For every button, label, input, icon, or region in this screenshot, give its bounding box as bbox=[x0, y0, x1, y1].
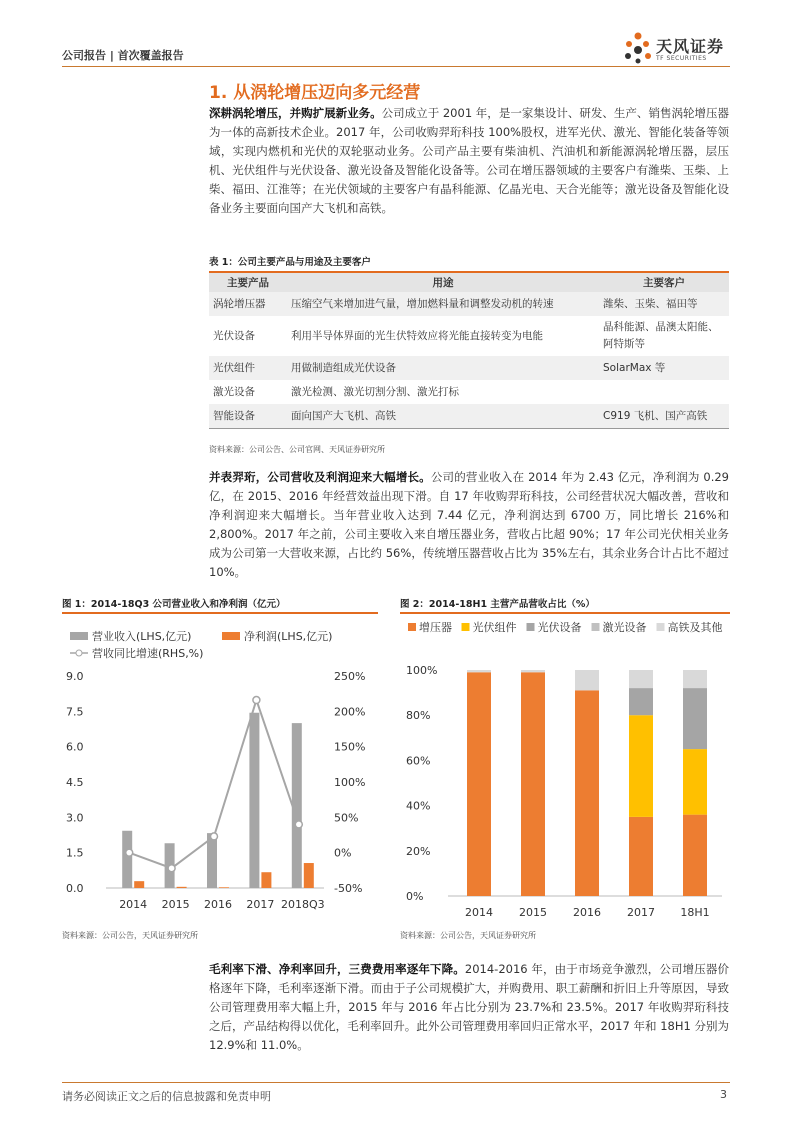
revenue-mix-chart bbox=[400, 616, 730, 926]
brand-name: 天风证券 bbox=[656, 37, 725, 56]
revenue-bar bbox=[122, 831, 132, 888]
chart1-rule bbox=[62, 612, 378, 614]
table-cell: 涡轮增压器 bbox=[209, 292, 287, 316]
legend-swatch bbox=[592, 623, 600, 631]
x-tick-label: 2018Q3 bbox=[280, 898, 325, 911]
legend-marker bbox=[76, 650, 82, 656]
left-tick-label: 6.0 bbox=[66, 740, 84, 754]
table-cell: 智能设备 bbox=[209, 404, 287, 429]
paragraph-lead: 深耕涡轮增压，并购扩展新业务。 bbox=[209, 106, 382, 120]
table-cell bbox=[599, 380, 729, 404]
chart1-caption: 图 1：2014-18Q3 公司营业收入和净利润（亿元） bbox=[62, 599, 286, 610]
legend-label: 营业收入(LHS,亿元) bbox=[92, 630, 192, 643]
y-tick-label: 0% bbox=[406, 890, 424, 903]
revenue-profit-chart bbox=[62, 616, 378, 926]
legend-label: 高铁及其他 bbox=[667, 621, 723, 634]
chart1-source: 资料来源：公司公告，天风证券研究所 bbox=[62, 931, 198, 940]
legend-label: 营收同比增速(RHS,%) bbox=[92, 647, 204, 660]
mix-bar-segment bbox=[629, 688, 653, 715]
header-divider bbox=[62, 66, 730, 67]
legend-label: 光伏设备 bbox=[537, 621, 582, 634]
table-row bbox=[209, 380, 729, 404]
y-tick-label: 100% bbox=[406, 664, 438, 677]
legend-label: 增压器 bbox=[419, 621, 452, 634]
x-tick-label: 2017 bbox=[627, 906, 655, 919]
table-cell: 面向国产大飞机、高铁 bbox=[287, 404, 599, 429]
table-source: 资料来源：公司公告、公司官网、天风证券研究所 bbox=[209, 445, 385, 454]
table-header: 主要客户 bbox=[599, 272, 729, 292]
growth-point bbox=[126, 849, 133, 856]
table-caption: 表 1：公司主要产品与用途及主要客户 bbox=[209, 257, 371, 268]
left-tick-label: 9.0 bbox=[66, 670, 84, 683]
page-number: 3 bbox=[720, 1088, 727, 1101]
mix-bar-segment bbox=[683, 670, 707, 688]
y-tick-label: 80% bbox=[406, 709, 431, 723]
left-tick-label: 0.0 bbox=[66, 882, 84, 895]
legend-swatch bbox=[462, 623, 470, 631]
mix-bar-segment bbox=[683, 688, 707, 749]
mix-bar-segment bbox=[467, 672, 491, 896]
legend-swatch bbox=[222, 632, 240, 640]
profit-bar bbox=[304, 863, 314, 888]
chart2-caption: 图 2：2014-18H1 主营产品营收占比（%） bbox=[400, 599, 595, 610]
growth-point bbox=[211, 833, 218, 840]
mix-bar-segment bbox=[575, 690, 599, 896]
left-tick-label: 7.5 bbox=[66, 705, 84, 719]
chart2-source: 资料来源：公司公告，天风证券研究所 bbox=[400, 931, 536, 940]
profit-bar bbox=[261, 872, 271, 888]
mix-bar-segment bbox=[575, 670, 599, 690]
x-tick-label: 2016 bbox=[573, 906, 601, 919]
y-tick-label: 40% bbox=[406, 799, 431, 813]
paragraph-lead: 并表羿珩，公司营收及利润迎来大幅增长。 bbox=[209, 470, 431, 484]
paragraph-lead: 毛利率下滑、净利率回升，三费费用率逐年下降。 bbox=[209, 962, 465, 976]
right-tick-label: 150% bbox=[334, 740, 366, 754]
table-row bbox=[209, 404, 729, 429]
products-table bbox=[209, 271, 729, 429]
disclaimer-text: 请务必阅读正文之后的信息披露和免责申明 bbox=[62, 1090, 271, 1103]
table-row bbox=[209, 292, 729, 316]
y-tick-label: 60% bbox=[406, 754, 431, 768]
mix-bar-segment bbox=[629, 817, 653, 896]
legend-label: 净利润(LHS,亿元) bbox=[244, 630, 333, 643]
legend-swatch bbox=[527, 623, 535, 631]
right-tick-label: 0% bbox=[334, 846, 352, 860]
revenue-bar bbox=[249, 713, 259, 888]
profit-bar bbox=[134, 881, 144, 888]
section-title: 1. 从涡轮增压迈向多元经营 bbox=[209, 83, 421, 103]
growth-point bbox=[168, 865, 175, 872]
x-tick-label: 2014 bbox=[119, 898, 148, 911]
report-type-label: 公司报告 | 首次覆盖报告 bbox=[62, 49, 184, 62]
table-cell: 晶科能源、晶澳太阳能、阿特斯等 bbox=[603, 321, 719, 350]
paragraph-intro bbox=[209, 104, 729, 218]
paragraph-growth bbox=[209, 468, 729, 582]
mix-bar-segment bbox=[629, 715, 653, 817]
legend-label: 激光设备 bbox=[602, 621, 647, 634]
table-cell: 激光设备 bbox=[213, 385, 255, 398]
table-cell: 激光检测、激光切割分割、激光打标 bbox=[291, 385, 459, 398]
mix-bar-segment bbox=[683, 749, 707, 815]
table-cell: 压缩空气来增加进气量，增加燃料量和调整发动机的转速 bbox=[287, 292, 599, 316]
profit-bar bbox=[177, 887, 187, 888]
x-tick-label: 2014 bbox=[465, 906, 493, 919]
x-tick-label: 2017 bbox=[246, 898, 275, 911]
x-tick-label: 18H1 bbox=[680, 906, 710, 919]
legend-label: 光伏组件 bbox=[472, 621, 517, 634]
right-tick-label: 100% bbox=[334, 776, 366, 789]
legend-swatch bbox=[408, 623, 416, 631]
table-header: 主要产品 bbox=[209, 272, 287, 292]
table-cell: 光伏组件 bbox=[209, 356, 287, 380]
profit-bar bbox=[219, 887, 229, 888]
legend-swatch bbox=[657, 623, 665, 631]
x-tick-label: 2015 bbox=[519, 906, 547, 919]
footer-divider bbox=[62, 1082, 730, 1083]
table-cell: SolarMax 等 bbox=[599, 356, 729, 380]
x-tick-label: 2015 bbox=[161, 898, 190, 911]
table-cell: 利用半导体界面的光生伏特效应将光能直接转变为电能 bbox=[291, 329, 543, 342]
left-tick-label: 3.0 bbox=[66, 811, 84, 825]
paragraph-body: 2014-2016 年，由于市场竞争激烈，公司增压器价格逐年下降，毛利率逐渐下滑。而由于子公司规模扩大，并购费用、职工薪酬和折旧上升等原因，导致公司管理费用率大幅上升，2015 年与 2016 年占比分别为 23.7%和 23.5%。2017 年收购羿珩科技之后，产品结构得以优化，毛利率回升。此外公司管理费用率回归正常水平，2017 年和 18H1 分别为 12.9%和 11.0%。 bbox=[209, 962, 729, 1052]
brand-name-en: TF SECURITIES bbox=[656, 55, 707, 62]
left-tick-label: 4.5 bbox=[66, 776, 84, 789]
table-header: 用途 bbox=[287, 272, 599, 292]
right-tick-label: 250% bbox=[334, 670, 366, 683]
right-tick-label: -50% bbox=[334, 882, 363, 895]
chart2-rule bbox=[400, 612, 730, 614]
table-row bbox=[209, 356, 729, 380]
legend-swatch bbox=[70, 632, 88, 640]
growth-point bbox=[253, 697, 260, 704]
mix-bar-segment bbox=[683, 815, 707, 896]
mix-bar-segment bbox=[467, 670, 491, 672]
left-tick-label: 1.5 bbox=[66, 846, 84, 860]
y-tick-label: 20% bbox=[406, 844, 431, 858]
table-row bbox=[209, 316, 729, 356]
table-cell: 光伏设备 bbox=[213, 329, 255, 342]
right-tick-label: 200% bbox=[334, 705, 366, 719]
mix-bar-segment bbox=[629, 670, 653, 688]
table-cell: C919 飞机、国产高铁 bbox=[599, 404, 729, 429]
paragraph-body: 公司的营业收入在 2014 年为 2.43 亿元，净利润为 0.29 亿，在 2015、2016 年经营效益出现下滑。自 17 年收购羿珩科技，公司经营状况大幅改善，营收和净利润迎来大幅增长。当年营业收入达到 7.44 亿元，净利润达到 6700 万，同比增长 216%和 2,800%。2017 年之前，公司主要收入来自增压器业务，营收占比超 90%；17 年公司光伏相关业务成为公司第一大营收来源，占比约 56%，传统增压器营收占比为 35%左右，其余业务合计占比不超过 10%。 bbox=[209, 470, 729, 579]
x-tick-label: 2016 bbox=[204, 898, 232, 911]
growth-point bbox=[295, 821, 302, 828]
table-cell: 用做制造组成光伏设备 bbox=[287, 356, 599, 380]
paragraph-margins bbox=[209, 960, 729, 1055]
mix-bar-segment bbox=[521, 672, 545, 896]
table-cell: 潍柴、玉柴、福田等 bbox=[599, 292, 729, 316]
mix-bar-segment bbox=[521, 670, 545, 672]
right-tick-label: 50% bbox=[334, 811, 359, 825]
paragraph-body: 公司成立于 2001 年，是一家集设计、研发、生产、销售涡轮增压器为一体的高新技术企业。2017 年，公司收购羿珩科技 100%股权，进军光伏、激光、智能化装备等领域，实现内燃机和光伏的双轮驱动业务。公司产品主要有柴油机、汽油机和新能源涡轮增压器，层压机、光伏组件与光伏设备、激光设备及智能化设备等。公司在增压器领域的主要客户有潍柴、玉柴、上柴、福田、江淮等；在光伏领域的主要客户有晶科能源、亿晶光电、天合光能等；激光设备及智能化设备业务主要面向国产大飞机和高铁。 bbox=[209, 106, 730, 215]
